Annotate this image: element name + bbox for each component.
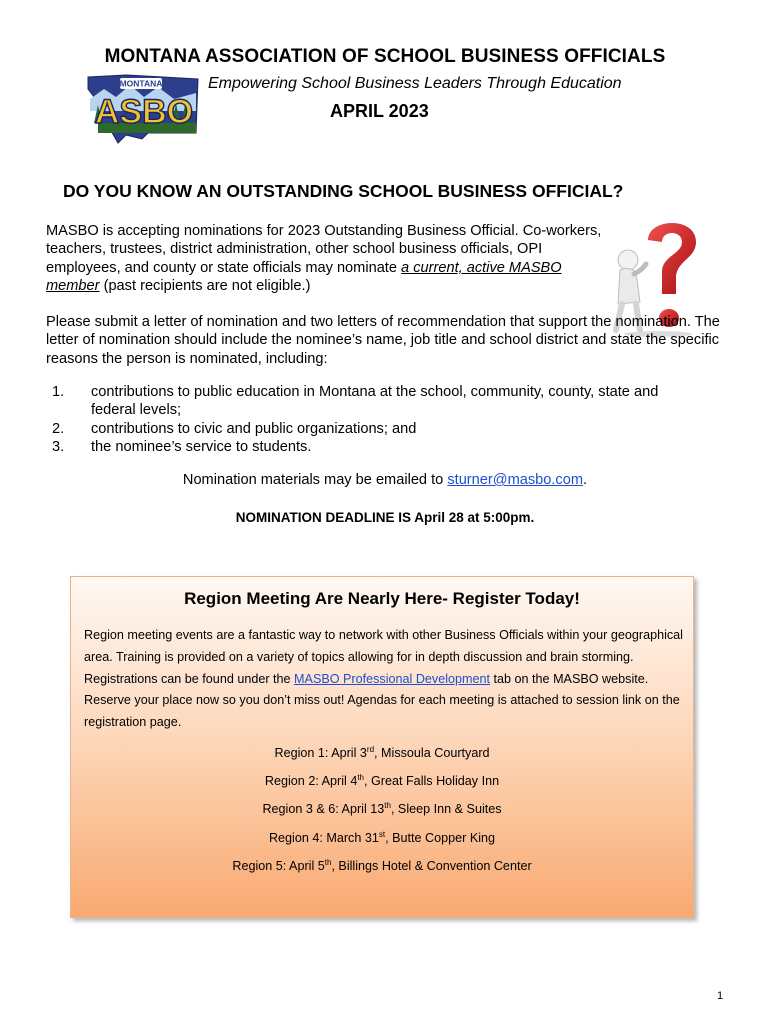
- region-item: [71, 830, 693, 858]
- region-date: Region 3 & 6: April 13: [262, 802, 385, 817]
- nomination-deadline: NOMINATION DEADLINE IS April 28 at 5:00pm.: [235, 510, 535, 525]
- region-venue: , Great Falls Holiday Inn: [364, 774, 500, 789]
- nomination-heading: DO YOU KNOW AN OUTSTANDING SCHOOL BUSINESS OFFICIAL?: [63, 181, 624, 201]
- page-number: 1: [717, 990, 724, 1002]
- date-suffix: st: [378, 829, 386, 839]
- region-date: Region 2: April 4: [264, 774, 358, 789]
- issue-date: APRIL 2023: [330, 101, 429, 121]
- region-venue: , Missoula Courtyard: [374, 746, 490, 761]
- list-item-number: 3.: [52, 438, 65, 455]
- region-paragraph-start: Region meeting events are a fantastic way to network with other Business Officials within your geographical area. Training is provided on a variety of topics allowing for in depth discussion and brain storming. Registrations can be found under the: [84, 628, 683, 686]
- list-item-text: the nominee’s service to students.: [91, 438, 312, 455]
- nomination-requirements-paragraph: Please submit a letter of nomination and two letters of recommendation that support the nomination. The letter of nomination should include the nominee’s name, job title and school district and state the specific reasons the person is nominated, including:: [46, 314, 720, 367]
- org-title: MONTANA ASSOCIATION OF SCHOOL BUSINESS OFFICIALS: [104, 46, 666, 67]
- region-date: Region 5: April 5: [232, 858, 325, 873]
- region-box-paragraph: [84, 625, 684, 734]
- list-item: [46, 420, 706, 438]
- montana-state-logo: [86, 73, 200, 145]
- logo-main-text: ASBO: [94, 93, 194, 131]
- email-suffix: .: [583, 472, 588, 488]
- tagline: Empowering School Business Leaders Through Education: [208, 75, 622, 92]
- nomination-criteria-list: [46, 383, 706, 456]
- region-paragraph-end: tab on the MASBO website. Reserve your place now so you don’t miss out! Agendas for each meeting is attached to session link on the registration page.: [84, 671, 680, 730]
- list-item: [46, 383, 706, 420]
- email-line: [0, 472, 770, 488]
- date-suffix: th: [384, 801, 391, 811]
- region-date: Region 4: March 31: [268, 830, 379, 845]
- nomination-paragraph-start: MASBO is accepting nominations for 2023 Outstanding Business Official. Co-workers, teachers, trustees, district administration, other school business officials, OPI employees, and county or state officials may nominate: [46, 223, 602, 276]
- region-venue: , Billings Hotel & Convention Center: [331, 858, 532, 873]
- nomination-paragraph-end: (past recipients are not eligible.): [99, 277, 311, 294]
- region-meeting-list: [71, 745, 693, 886]
- region-item: [71, 858, 693, 886]
- nomination-paragraph: [46, 222, 606, 295]
- region-venue: , Butte Copper King: [385, 830, 496, 845]
- professional-development-link[interactable]: MASBO Professional Development: [294, 671, 491, 686]
- email-prefix: Nomination materials may be emailed to: [182, 472, 448, 488]
- list-item: [46, 438, 706, 456]
- eligibility-emphasis: a current, active MASBO member: [46, 259, 562, 294]
- email-link[interactable]: sturner@masbo.com: [447, 472, 584, 488]
- date-suffix: th: [324, 857, 332, 867]
- region-item: [71, 773, 693, 801]
- region-venue: , Sleep Inn & Suites: [390, 802, 502, 817]
- region-date: Region 1: April 3: [274, 746, 367, 761]
- region-meeting-box: [70, 576, 694, 918]
- list-item-number: 2.: [52, 420, 65, 437]
- region-item: [71, 745, 693, 773]
- list-item-text: contributions to civic and public organizations; and: [91, 420, 417, 437]
- list-item-text: contributions to public education in Montana at the school, community, county, state and federal levels;: [91, 384, 659, 419]
- date-suffix: rd: [366, 745, 375, 754]
- logo-top-text: MONTANA: [119, 78, 163, 89]
- region-item: [71, 801, 693, 829]
- region-box-heading: Region Meeting Are Nearly Here- Register Today!: [184, 589, 580, 608]
- date-suffix: th: [357, 773, 364, 783]
- list-item-number: 1.: [52, 384, 65, 400]
